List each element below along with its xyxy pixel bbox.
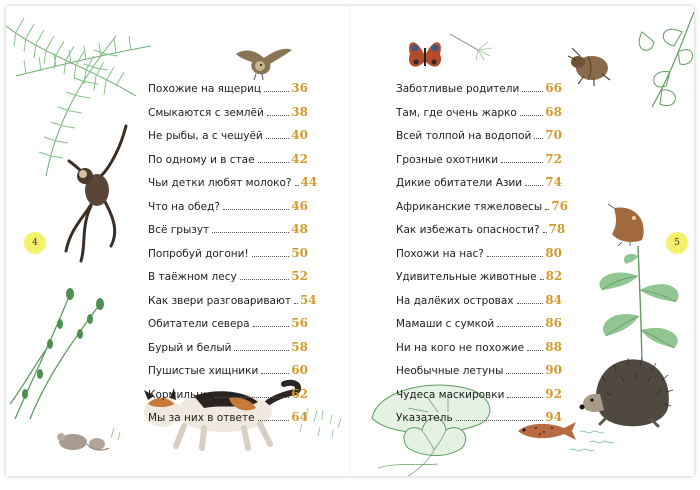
toc-leader-dots bbox=[266, 138, 290, 139]
toc-leader-dots bbox=[487, 256, 543, 257]
beetle-illustration bbox=[568, 46, 618, 86]
toc-entry-title: Мамаши с сумкой bbox=[396, 318, 495, 330]
toc-entry-page: 88 bbox=[545, 339, 562, 354]
page-number-badge: 4 bbox=[24, 232, 46, 254]
toc-leader-dots bbox=[522, 91, 543, 92]
toc-entry-title: В таёжном лесу bbox=[148, 271, 237, 283]
toc-entry[interactable] bbox=[396, 387, 562, 411]
toc-entry-page: 50 bbox=[291, 245, 308, 260]
toc-entry[interactable] bbox=[148, 387, 308, 411]
toc-entry-page: 92 bbox=[545, 386, 562, 401]
toc-leader-dots bbox=[240, 279, 290, 280]
toc-entry-page: 72 bbox=[545, 151, 562, 166]
toc-entry-page: 60 bbox=[291, 363, 308, 377]
toc-entry-title: Похожие на ящериц bbox=[148, 83, 261, 95]
toc-entry[interactable] bbox=[148, 81, 308, 105]
toc-entry-title: Пушистые хищники bbox=[148, 365, 259, 377]
toc-leader-dots bbox=[501, 162, 543, 163]
toc-entry-title: Там, где очень жарко bbox=[396, 106, 517, 119]
toc-entry-page: 84 bbox=[545, 292, 562, 307]
toc-entry-page: 70 bbox=[545, 128, 562, 142]
toc-entry[interactable] bbox=[148, 128, 308, 152]
toc-entry[interactable] bbox=[148, 222, 308, 246]
toc-entry-page: 48 bbox=[291, 222, 308, 236]
toc-leader-dots bbox=[234, 350, 289, 351]
toc-leader-dots bbox=[258, 420, 290, 421]
toc-entry[interactable] bbox=[396, 105, 562, 129]
toc-leader-dots bbox=[525, 185, 543, 186]
left-page bbox=[6, 6, 350, 476]
toc-entry-page: 78 bbox=[548, 222, 566, 236]
toc-entry[interactable] bbox=[396, 81, 562, 105]
toc-entry-title: Чудеса маскировки bbox=[396, 388, 505, 401]
toc-list-left bbox=[148, 81, 318, 434]
book-spread bbox=[6, 6, 694, 476]
toc-entry-title: Смыкаются с землёй bbox=[148, 106, 264, 119]
toc-leader-dots bbox=[253, 326, 290, 327]
toc-leader-dots bbox=[545, 209, 549, 210]
toc-entry[interactable] bbox=[396, 222, 566, 246]
toc-entry-title: Что на обед? bbox=[148, 200, 220, 213]
toc-entry[interactable] bbox=[396, 246, 562, 270]
toc-entry-title: Грозные охотники bbox=[396, 153, 499, 166]
toc-entry-title: Похожи на нас? bbox=[396, 247, 484, 260]
spider-monkey-illustration bbox=[41, 116, 141, 266]
toc-entry-page: 74 bbox=[545, 175, 562, 189]
toc-leader-dots bbox=[223, 209, 289, 210]
toc-leader-dots bbox=[506, 373, 543, 374]
toc-entry[interactable] bbox=[148, 340, 308, 364]
toc-entry[interactable] bbox=[396, 152, 562, 176]
toc-entry-title: Обитатели севера bbox=[148, 318, 250, 330]
toc-entry-title: Чьи детки любят молоко? bbox=[148, 177, 292, 189]
toc-entry-title: Мы за них в ответе bbox=[148, 412, 255, 424]
toc-entry-page: 82 bbox=[545, 269, 563, 283]
toc-leader-dots bbox=[261, 373, 289, 374]
page-number-badge: 5 bbox=[666, 232, 688, 254]
toc-entry-title: Удивительные животные bbox=[396, 271, 537, 283]
toc-entry-page: 94 bbox=[545, 410, 562, 424]
toc-entry[interactable] bbox=[148, 246, 308, 270]
toc-entry-title: По одному и в стае bbox=[148, 153, 255, 166]
toc-leader-dots bbox=[267, 115, 290, 116]
toc-entry[interactable] bbox=[148, 199, 308, 223]
toc-entry[interactable] bbox=[396, 293, 562, 317]
toc-entry-title: Не рыбы, а с чешуёй bbox=[148, 130, 263, 142]
right-page bbox=[350, 6, 694, 476]
wildflower-stems-illustration bbox=[10, 284, 110, 419]
toc-entry-title: Необычные летуны bbox=[396, 365, 504, 377]
toc-entry-page: 38 bbox=[291, 104, 308, 119]
toc-leader-dots bbox=[258, 162, 290, 163]
toc-entry-page: 44 bbox=[300, 175, 318, 189]
toc-entry-page: 66 bbox=[545, 81, 562, 95]
toc-entry-title: Заботливые родители bbox=[396, 83, 520, 95]
mouse-illustration bbox=[51, 424, 111, 454]
toc-entry-page: 64 bbox=[291, 410, 308, 424]
toc-leader-dots bbox=[212, 232, 289, 233]
toc-entry-page: 52 bbox=[291, 269, 308, 283]
toc-entry-title: Как звери разговаривают bbox=[148, 294, 291, 307]
toc-entry-page: 68 bbox=[545, 104, 562, 119]
toc-leader-dots bbox=[507, 397, 543, 398]
toc-leader-dots bbox=[264, 91, 289, 92]
toc-leader-dots bbox=[294, 303, 298, 304]
toc-leader-dots bbox=[517, 303, 544, 304]
toc-entry-title: Кормильцы bbox=[148, 388, 212, 401]
toc-entry[interactable] bbox=[396, 269, 562, 293]
toc-entry-page: 76 bbox=[551, 198, 568, 213]
toc-entry[interactable] bbox=[148, 152, 308, 176]
toc-leader-dots bbox=[527, 350, 543, 351]
toc-entry-page: 46 bbox=[291, 198, 308, 213]
toc-entry-page: 62 bbox=[291, 386, 308, 401]
toc-entry[interactable] bbox=[396, 316, 562, 340]
toc-entry[interactable] bbox=[396, 128, 562, 152]
toc-entry-title: Дикие обитатели Азии bbox=[396, 177, 523, 189]
toc-leader-dots bbox=[295, 185, 299, 186]
birch-branch-illustration bbox=[612, 12, 694, 122]
toc-entry-title: Как избежать опасности? bbox=[396, 224, 540, 236]
toc-entry-page: 90 bbox=[545, 363, 562, 377]
toc-list-right bbox=[396, 81, 568, 434]
toc-leader-dots bbox=[497, 326, 543, 327]
toc-entry[interactable] bbox=[148, 363, 308, 387]
toc-entry[interactable] bbox=[396, 410, 562, 434]
toc-leader-dots bbox=[520, 115, 543, 116]
toc-entry-page: 56 bbox=[291, 316, 308, 330]
toc-leader-dots bbox=[543, 232, 547, 233]
toc-entry[interactable] bbox=[148, 269, 308, 293]
toc-entry-page: 86 bbox=[545, 316, 562, 330]
sparrow-bird-illustration bbox=[234, 44, 294, 80]
toc-entry[interactable] bbox=[396, 340, 562, 364]
toc-entry-page: 58 bbox=[291, 339, 308, 354]
peacock-butterfly-illustration bbox=[406, 36, 444, 78]
toc-leader-dots bbox=[456, 420, 544, 421]
toc-leader-dots bbox=[534, 138, 543, 139]
toc-entry-title: На далёких островах bbox=[396, 294, 514, 307]
toc-entry-title: Указатель bbox=[396, 412, 453, 424]
toc-entry-title: Ни на кого не похожие bbox=[396, 341, 525, 354]
toc-entry-page: 40 bbox=[291, 128, 308, 142]
toc-entry[interactable] bbox=[396, 363, 562, 387]
hedgehog-illustration bbox=[576, 352, 672, 432]
toc-entry[interactable] bbox=[396, 198, 568, 223]
toc-entry[interactable] bbox=[148, 175, 318, 199]
toc-entry-title: Африканские тяжеловесы bbox=[396, 200, 543, 213]
toc-entry[interactable] bbox=[148, 410, 308, 434]
toc-entry-title: Всей толпой на водопой bbox=[396, 130, 532, 142]
toc-entry[interactable] bbox=[148, 105, 308, 129]
toc-leader-dots bbox=[252, 256, 290, 257]
toc-entry[interactable] bbox=[148, 316, 308, 340]
dandelion-seed-illustration bbox=[448, 32, 494, 62]
toc-entry[interactable] bbox=[148, 292, 317, 317]
toc-entry-title: Попробуй догони! bbox=[148, 247, 249, 260]
toc-leader-dots bbox=[215, 397, 290, 398]
toc-entry-page: 36 bbox=[291, 81, 308, 95]
toc-leader-dots bbox=[540, 279, 544, 280]
toc-entry-page: 80 bbox=[545, 245, 562, 260]
toc-entry-page: 54 bbox=[299, 292, 317, 307]
toc-entry-page: 42 bbox=[291, 151, 308, 166]
brown-butterfly-illustration bbox=[608, 204, 648, 246]
toc-entry-title: Бурый и белый bbox=[148, 341, 232, 354]
toc-entry-title: Всё грызут bbox=[148, 224, 210, 236]
toc-entry[interactable] bbox=[396, 175, 562, 199]
